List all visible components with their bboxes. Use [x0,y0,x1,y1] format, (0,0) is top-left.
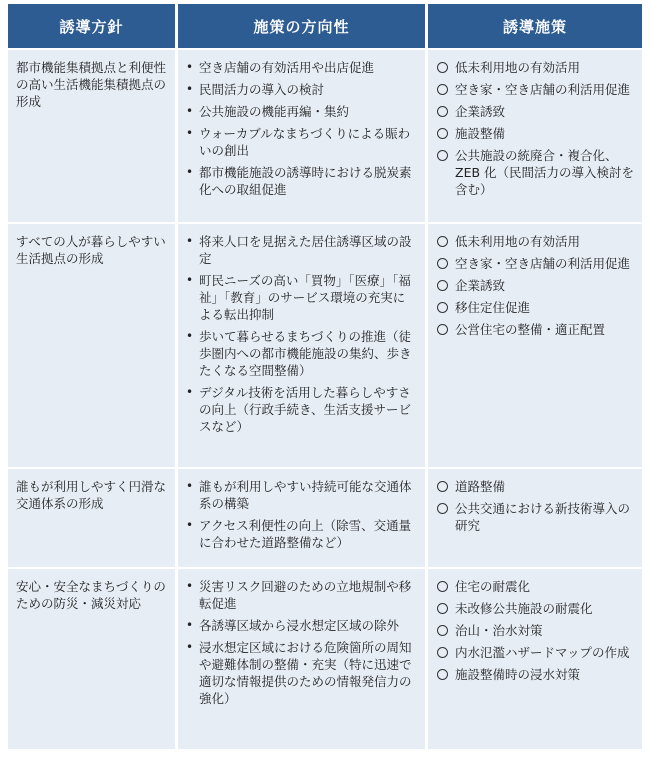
direction-item: • 公共施設の機能再編・集約 [186,103,417,120]
measures-list [436,233,634,338]
measure-item: 公共交通における新技術導入の研究 [436,500,634,534]
policy-cell: 安心・安全なまちづくりのための防災・減災対応 [8,569,175,751]
measure-item: 道路整備 [436,478,634,495]
measures-cell [428,50,642,224]
directions-cell [178,469,425,569]
measure-item: 企業誘致 [436,103,634,120]
policy-table [8,4,642,751]
measures-cell [428,569,642,751]
measure-item: 施設整備 [436,125,634,142]
measure-item: 内水氾濫ハザードマップの作成 [436,644,634,661]
header-direction: 施策の方向性 [178,4,425,50]
measure-item: 低未利用地の有効活用 [436,59,634,76]
measures-list [436,478,634,534]
directions-list [186,233,417,435]
direction-item: • 空き店舗の有効活用や出店促進 [186,59,417,76]
direction-item: • 都市機能施設の誘導時における脱炭素化への取組促進 [186,164,417,198]
policy-cell: 都市機能集積拠点と利便性の高い生活機能集積拠点の形成 [8,50,175,224]
header-policy: 誘導方針 [8,4,175,50]
measure-item: 空き家・空き店舗の利活用促進 [436,255,634,272]
direction-item: • 各誘導区域から浸水想定区域の除外 [186,617,417,634]
measure-item: 施設整備時の浸水対策 [436,666,634,683]
direction-item: • 歩いて暮らせるまちづくりの推進（徒歩圏内への都市機能施設の集約、歩きたくなる空間整備） [186,328,417,379]
directions-list [186,59,417,198]
measure-item: 公営住宅の整備・適正配置 [436,321,634,338]
directions-cell [178,50,425,224]
direction-item: • ウォーカブルなまちづくりによる賑わいの創出 [186,125,417,159]
policy-cell: 誰もが利用しやすく円滑な交通体系の形成 [8,469,175,569]
directions-list [186,578,417,707]
direction-item: • 浸水想定区域における危険箇所の周知や避難体制の整備・充実（特に迅速で適切な情報提供のための情報発信力の強化） [186,639,417,707]
measures-cell [428,224,642,469]
direction-item: • デジタル技術を活用した暮らしやすさの向上（行政手続き、生活支援サービスなど） [186,384,417,435]
direction-item: • 誰もが利用しやすい持続可能な交通体系の構築 [186,478,417,512]
direction-item: • 災害リスク回避のための立地規制や移転促進 [186,578,417,612]
directions-cell [178,569,425,751]
measure-item: 移住定住促進 [436,299,634,316]
direction-item: • 民間活力の導入の検討 [186,81,417,98]
directions-list [186,478,417,551]
direction-item: • 町民ニーズの高い「買物」「医療」「福祉」「教育」のサービス環境の充実による転出抑制 [186,272,417,323]
header-measures: 誘導施策 [428,4,642,50]
measure-item: 低未利用地の有効活用 [436,233,634,250]
measure-item: 空き家・空き店舗の利活用促進 [436,81,634,98]
measure-item: 未改修公共施設の耐震化 [436,600,634,617]
measure-item: 企業誘致 [436,277,634,294]
direction-item: • 将来人口を見据えた居住誘導区域の設定 [186,233,417,267]
measure-item: 住宅の耐震化 [436,578,634,595]
measures-list [436,578,634,683]
measure-item: 公共施設の統廃合・複合化、ZEB 化（民間活力の導入検討を含む） [436,147,634,198]
measure-item: 治山・治水対策 [436,622,634,639]
directions-cell [178,224,425,469]
direction-item: • アクセス利便性の向上（除雪、交通量に合わせた道路整備など） [186,517,417,551]
policy-cell: すべての人が暮らしやすい生活拠点の形成 [8,224,175,469]
measures-cell [428,469,642,569]
measures-list [436,59,634,198]
